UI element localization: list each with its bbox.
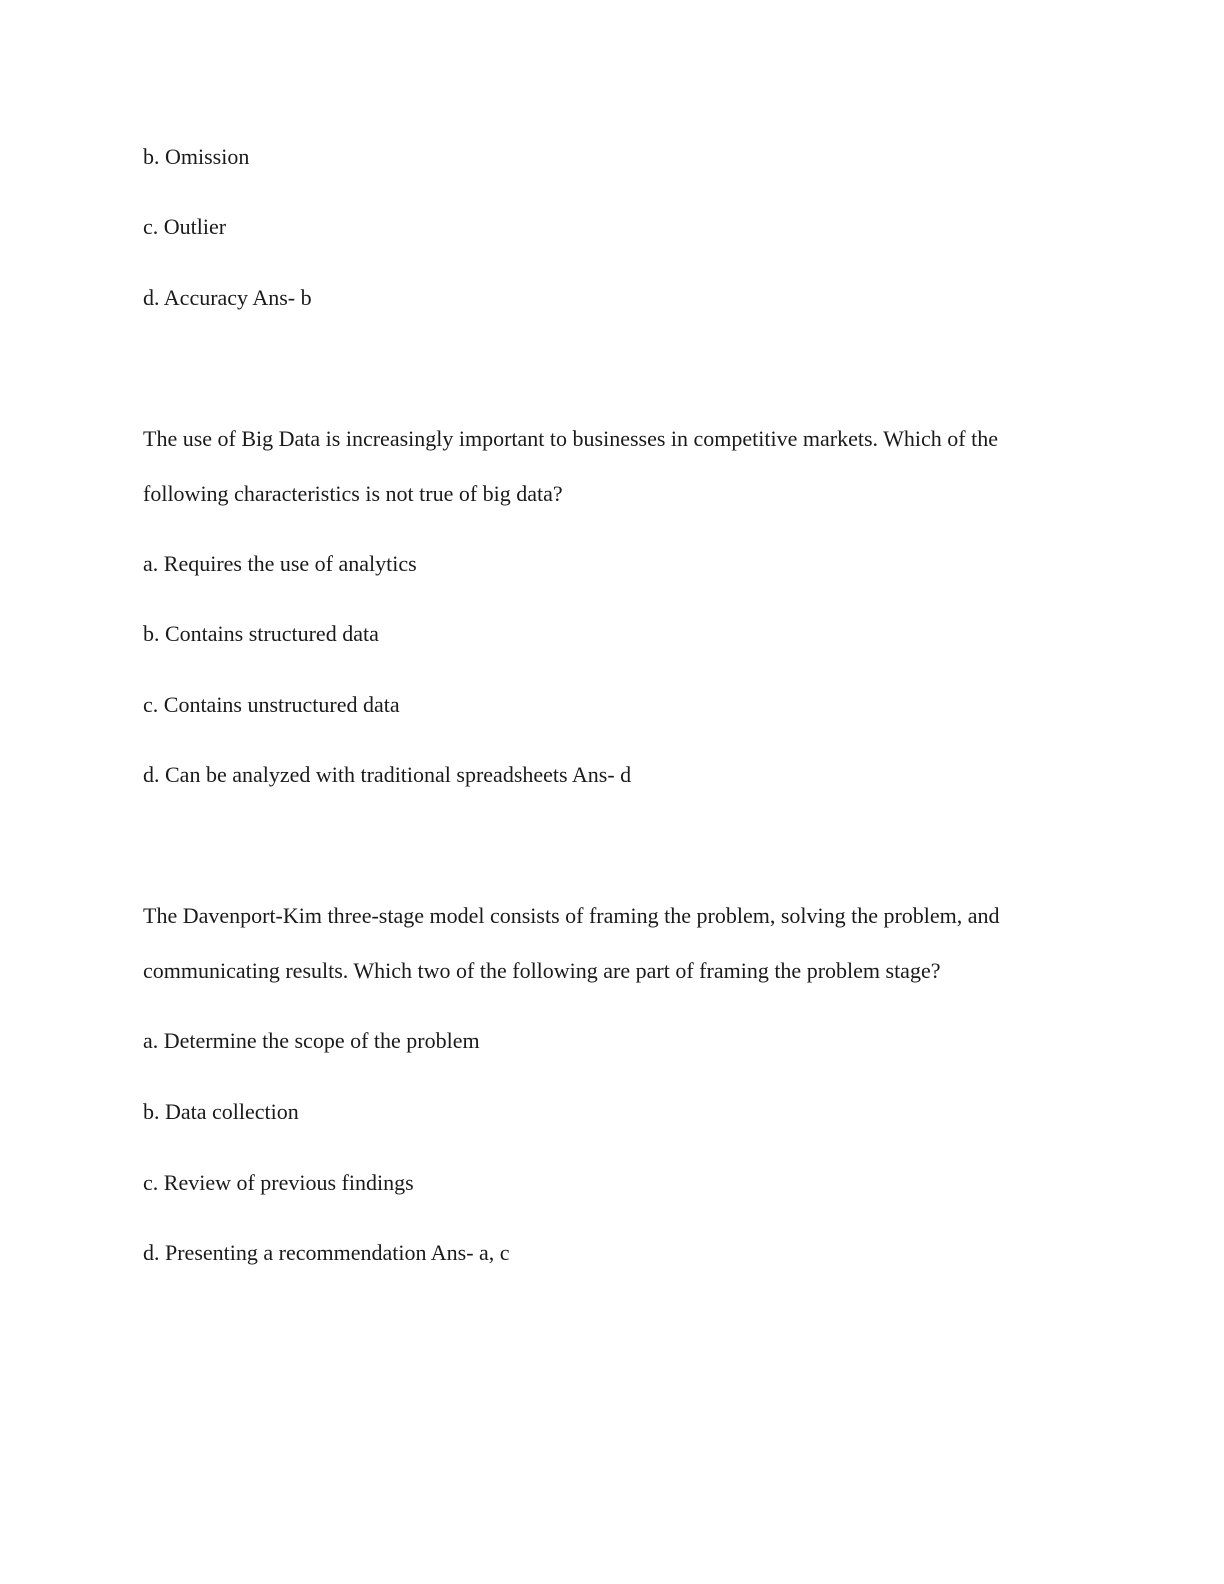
question2-option-b: b. Contains structured data <box>143 621 379 646</box>
question2-stem-line1: The use of Big Data is increasingly important to businesses in competitive markets. Which of the <box>143 426 998 451</box>
question3-stem-line1: The Davenport-Kim three-stage model consists of framing the problem, solving the problem, and <box>143 903 1000 928</box>
option-c-outlier: c. Outlier <box>143 214 227 239</box>
option-b-omission: b. Omission <box>143 144 250 169</box>
question3-option-a: a. Determine the scope of the problem <box>143 1028 480 1053</box>
question3-option-c: c. Review of previous findings <box>143 1170 414 1195</box>
question3-stem-line2: communicating results. Which two of the following are part of framing the problem stage? <box>143 958 941 983</box>
question2-option-c: c. Contains unstructured data <box>143 692 400 717</box>
question2-option-a: a. Requires the use of analytics <box>143 551 417 576</box>
question3-option-b: b. Data collection <box>143 1099 299 1124</box>
question3-option-d-answer: d. Presenting a recommendation Ans- a, c <box>143 1240 510 1265</box>
question2-option-d-answer: d. Can be analyzed with traditional spreadsheets Ans- d <box>143 762 632 787</box>
option-d-accuracy-answer: d. Accuracy Ans- b <box>143 285 312 310</box>
question2-stem-line2: following characteristics is not true of big data? <box>143 481 563 506</box>
